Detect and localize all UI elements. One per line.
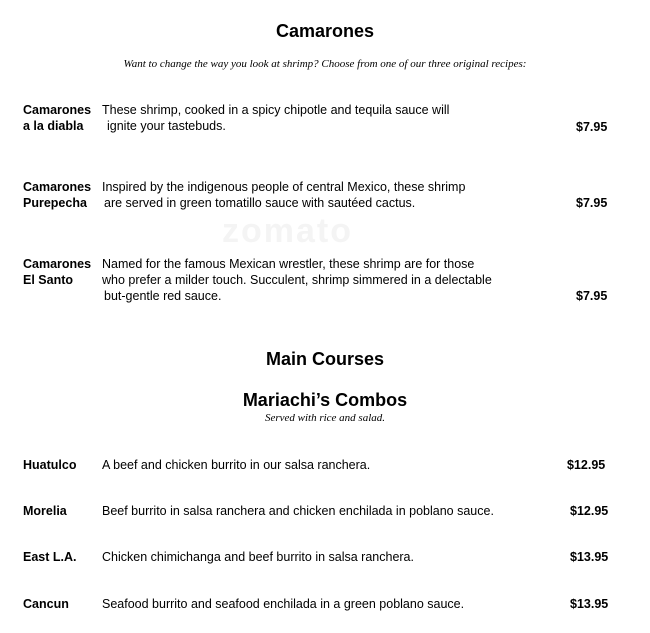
item-price: $12.95 [567,458,606,472]
item-name: Camarones [23,103,92,117]
item-description: Chicken chimichanga and beef burrito in salsa ranchera. [102,550,414,564]
item-name: East L.A. [23,550,77,564]
item-description: ignite your tastebuds. [107,119,226,133]
item-price: $12.95 [570,504,609,518]
item-description: Beef burrito in salsa ranchera and chicken enchilada in poblano sauce. [102,504,494,518]
item-name: Purepecha [23,196,87,210]
section-subtitle-combos: Served with rice and salad. [264,412,386,424]
section-title-camarones: Camarones [275,21,375,41]
item-name: Cancun [23,597,69,611]
item-description: who prefer a milder touch. Succulent, shrimp simmered in a delectable [102,273,492,287]
item-name: El Santo [23,273,74,287]
item-name: Huatulco [23,458,77,472]
item-name: a la diabla [23,119,84,133]
item-name: Camarones [23,180,92,194]
item-name: Morelia [23,504,67,518]
item-description: Inspired by the indigenous people of central Mexico, these shrimp [102,180,466,194]
watermark: zomato [222,212,353,250]
item-name: Camarones [23,257,92,271]
item-price: $7.95 [576,289,608,303]
item-price: $13.95 [570,597,609,611]
section-title-combos: Mariachi’s Combos [242,390,408,410]
item-price: $13.95 [570,550,609,564]
item-price: $7.95 [576,196,608,210]
section-title-main-courses: Main Courses [265,349,385,369]
item-description: Seafood burrito and seafood enchilada in a green poblano sauce. [102,597,465,611]
item-description: A beef and chicken burrito in our salsa ranchera. [102,458,371,472]
section-subtitle-camarones: Want to change the way you look at shrimp? Choose from one of our three original recipes: [123,58,527,70]
item-price: $7.95 [576,120,608,134]
item-description: are served in green tomatillo sauce with sautéed cactus. [104,196,416,210]
item-description: These shrimp, cooked in a spicy chipotle and tequila sauce will [102,103,450,117]
item-description: Named for the famous Mexican wrestler, these shrimp are for those [102,257,475,271]
item-description: but-gentle red sauce. [104,289,222,303]
